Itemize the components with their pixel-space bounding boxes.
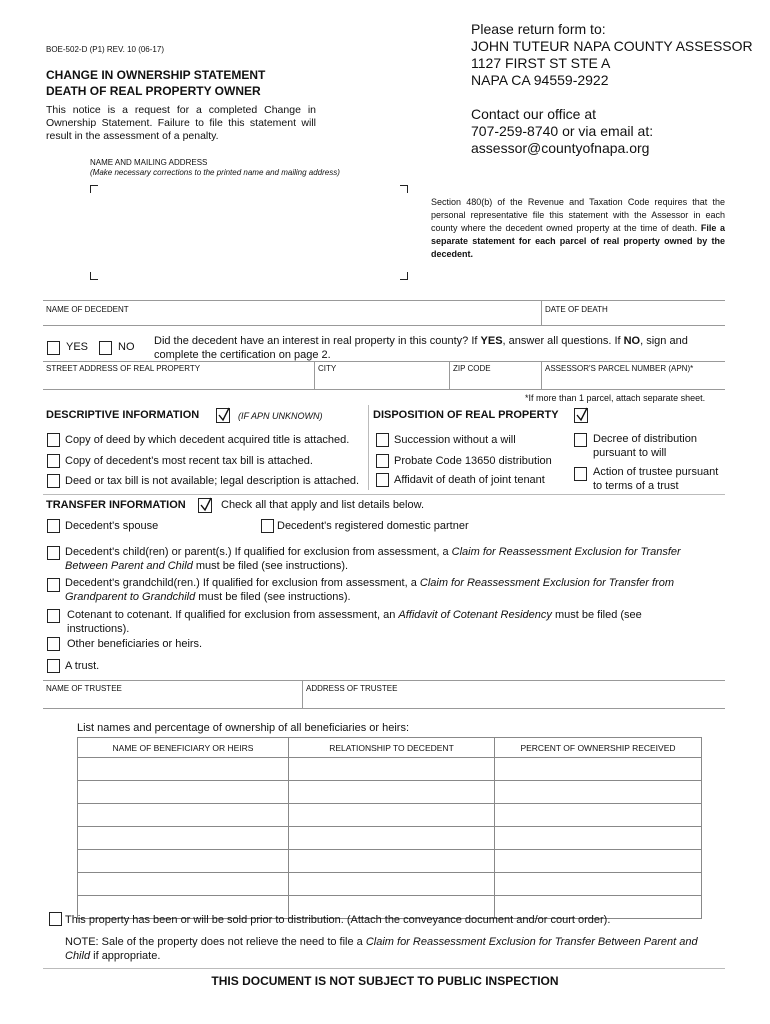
address-of-trustee-label: ADDRESS OF TRUSTEE <box>306 684 398 693</box>
section-480-bold: File a separate statement for each parcel of real property owned by the decedent. <box>431 223 725 259</box>
deed-copy-label: Copy of deed by which decedent acquired title is attached. <box>65 434 350 446</box>
table-header-row <box>78 738 702 758</box>
yes-checkbox[interactable] <box>47 341 60 355</box>
relationship-cell[interactable] <box>289 850 495 873</box>
yes-label: YES <box>66 341 89 353</box>
property-sold-checkbox[interactable] <box>49 912 62 926</box>
note-claim-form: Claim for Reassessment Exclusion for Transfer Between Parent and Child <box>65 936 698 962</box>
zip-code-label: ZIP CODE <box>453 364 491 373</box>
section-480-text: Section 480(b) of the Revenue and Taxation Code requires that the personal representative file this statement with the Assessor in each county where the decedent owned property at the time of death. <box>431 197 725 233</box>
decree-checkbox[interactable] <box>574 433 587 447</box>
interest-question <box>154 334 714 362</box>
street-address-label: STREET ADDRESS OF REAL PROPERTY <box>46 364 201 373</box>
column-header-percent: PERCENT OF OWNERSHIP RECEIVED <box>495 738 702 758</box>
trust-checkbox[interactable] <box>47 659 60 673</box>
trustee-name-input[interactable] <box>46 694 298 706</box>
grand-text-b: must be filed (see instructions). <box>195 591 351 603</box>
corner-mark-tl <box>90 185 98 193</box>
other-beneficiaries-checkbox[interactable] <box>47 637 60 651</box>
percent-cell[interactable] <box>495 758 702 781</box>
return-line3: 1127 FIRST ST STE A <box>471 55 611 71</box>
spouse-label: Decedent's spouse <box>65 520 159 532</box>
relationship-cell[interactable] <box>289 873 495 896</box>
name-of-trustee-label: NAME OF TRUSTEE <box>46 684 122 693</box>
decree-label: Decree of distribution pursuant to will <box>593 433 697 459</box>
beneficiaries-table <box>77 737 702 919</box>
divider <box>302 680 303 708</box>
divider <box>43 325 725 326</box>
city-input[interactable] <box>318 374 446 387</box>
tax-bill-label: Copy of decedent's most recent tax bill is attached. <box>65 455 313 467</box>
child-claim-form: Claim for Reassessment Exclusion for Transfer Between Parent and Child <box>65 546 681 572</box>
form-title-line1: CHANGE IN OWNERSHIP STATEMENT <box>46 68 266 82</box>
apn-input[interactable] <box>545 374 723 387</box>
beneficiary-name-cell[interactable] <box>78 873 289 896</box>
legal-description-label: Deed or tax bill is not available; legal description is attached. <box>65 475 360 487</box>
trustee-action-checkbox[interactable] <box>574 467 587 481</box>
descriptive-info-heading: DESCRIPTIVE INFORMATION <box>46 409 200 421</box>
property-sold-label: This property has been or will be sold prior to distribution. (Attach the conveyance document and/or court order). <box>65 914 611 926</box>
child-text-b: must be filed (see instructions). <box>192 560 349 572</box>
note-text-b: if appropriate. <box>90 950 161 962</box>
form-id: BOE-502-D (P1) REV. 10 (06-17) <box>46 45 164 54</box>
note-text-a: NOTE: Sale of the property does not relieve the need to file a <box>65 936 366 948</box>
no-label: NO <box>118 341 135 353</box>
divider <box>43 968 725 969</box>
column-header-relationship: RELATIONSHIP TO DECEDENT <box>289 738 495 758</box>
relationship-cell[interactable] <box>289 804 495 827</box>
child-parent-checkbox[interactable] <box>47 546 60 560</box>
cotenant-checkbox[interactable] <box>47 609 60 623</box>
city-label: CITY <box>318 364 337 373</box>
divider <box>43 361 725 362</box>
trustee-address-input[interactable] <box>306 694 722 706</box>
divider <box>449 361 450 389</box>
cot-text-a: Cotenant to cotenant. If qualified for exclusion from assessment, an <box>67 609 399 621</box>
relationship-cell[interactable] <box>289 827 495 850</box>
section-480-notice <box>431 196 725 261</box>
transfer-heading-checkbox-icon <box>198 498 212 513</box>
question-yes: YES <box>480 335 503 347</box>
sale-note <box>65 935 715 963</box>
column-header-name: NAME OF BENEFICIARY OR HEIRS <box>78 738 289 758</box>
corner-mark-tr <box>400 185 408 193</box>
form-title-line2: DEATH OF REAL PROPERTY OWNER <box>46 84 261 98</box>
divider <box>314 361 315 389</box>
divider <box>541 361 542 389</box>
divider <box>43 300 725 301</box>
cot-affidavit: Affidavit of Cotenant Residency <box>398 609 552 621</box>
corner-mark-bl <box>90 272 98 280</box>
contact-info <box>471 106 653 157</box>
trust-label: A trust. <box>65 660 100 672</box>
domestic-partner-checkbox[interactable] <box>261 519 274 533</box>
grandchild-checkbox[interactable] <box>47 578 60 592</box>
domestic-partner-label: Decedent's registered domestic partner <box>277 520 469 532</box>
apn-label: ASSESSOR'S PARCEL NUMBER (APN)* <box>545 364 694 373</box>
return-line2: JOHN TUTEUR NAPA COUNTY ASSESSOR <box>471 38 753 54</box>
question-no: NO <box>623 335 641 347</box>
deed-copy-checkbox[interactable] <box>47 433 60 447</box>
disposition-heading-checkbox-icon <box>574 408 588 423</box>
probate-label: Probate Code 13650 distribution <box>394 455 552 467</box>
date-of-death-label: DATE OF DEATH <box>545 305 608 314</box>
trustee-action-label: Action of trustee pursuant to terms of a trust <box>593 466 719 492</box>
joint-tenant-label: Affidavit of death of joint tenant <box>394 474 545 486</box>
address-label: NAME AND MAILING ADDRESS <box>90 158 208 167</box>
percent-cell[interactable] <box>495 804 702 827</box>
grand-claim-form: Claim for Reassessment Exclusion for Transfer from Grandparent to Grandchild <box>65 577 674 603</box>
grand-text-a: Decedent's grandchild(ren.) If qualified for exclusion from assessment, a <box>65 577 420 589</box>
percent-cell[interactable] <box>495 850 702 873</box>
public-inspection-footer: THIS DOCUMENT IS NOT SUBJECT TO PUBLIC INSPECTION <box>211 974 559 988</box>
question-part-b: , answer all questions. If <box>502 335 624 347</box>
contact-line1: Contact our office at <box>471 106 597 122</box>
return-line4: NAPA CA 94559-2922 <box>471 72 609 88</box>
question-part-a: Did the decedent have an interest in real property in this county? If <box>154 335 481 347</box>
beneficiaries-intro: List names and percentage of ownership of all beneficiaries or heirs: <box>77 722 410 734</box>
table-row <box>78 758 702 781</box>
beneficiary-name-cell[interactable] <box>78 781 289 804</box>
beneficiary-name-cell[interactable] <box>78 758 289 781</box>
child-text-a: Decedent's child(ren) or parent(s.) If qualified for exclusion from assessment, a <box>65 546 452 558</box>
corner-mark-br <box>400 272 408 280</box>
divider <box>43 494 725 495</box>
grandchild-label <box>65 576 715 604</box>
parcel-note: *If more than 1 parcel, attach separate sheet. <box>525 393 706 403</box>
mailing-address-field[interactable] <box>98 190 398 270</box>
percent-cell[interactable] <box>495 827 702 850</box>
no-checkbox[interactable] <box>99 341 112 355</box>
cot-text-b: must be filed (see instructions). <box>67 609 642 635</box>
child-parent-label <box>65 545 715 573</box>
contact-email[interactable]: assessor@countyofnapa.org <box>471 140 650 156</box>
joint-tenant-checkbox[interactable] <box>376 473 389 487</box>
beneficiary-name-cell[interactable] <box>78 850 289 873</box>
cotenant-label <box>67 608 707 636</box>
apn-unknown-note: (IF APN UNKNOWN) <box>238 411 323 421</box>
probate-checkbox[interactable] <box>376 454 389 468</box>
question-part-c: , sign and complete the certification on page 2. <box>154 335 688 361</box>
contact-line2: 707-259-8740 or via email at: <box>471 123 654 139</box>
divider <box>541 300 542 325</box>
descriptive-heading-checkbox-icon <box>216 408 230 423</box>
zip-code-input[interactable] <box>453 374 539 387</box>
succession-checkbox[interactable] <box>376 433 389 447</box>
check-icon <box>218 407 230 422</box>
return-line1: Please return form to: <box>471 21 606 37</box>
spouse-checkbox[interactable] <box>47 519 60 533</box>
return-address <box>471 21 753 89</box>
street-address-input[interactable] <box>46 374 310 387</box>
table-row <box>78 850 702 873</box>
table-row <box>78 804 702 827</box>
tax-bill-checkbox[interactable] <box>47 454 60 468</box>
name-of-decedent-label: NAME OF DECEDENT <box>46 305 129 314</box>
table-row <box>78 873 702 896</box>
notice-text: This notice is a request for a completed Change in Ownership Statement. Failure to file this statement will result in the assessment of a penalty. <box>46 104 316 142</box>
disposition-heading: DISPOSITION OF REAL PROPERTY <box>373 409 559 421</box>
relationship-cell[interactable] <box>289 781 495 804</box>
divider <box>368 405 369 490</box>
check-icon <box>576 407 588 422</box>
percent-cell[interactable] <box>495 873 702 896</box>
table-row <box>78 781 702 804</box>
percent-cell[interactable] <box>495 781 702 804</box>
transfer-info-heading: TRANSFER INFORMATION <box>46 499 186 511</box>
beneficiary-name-cell[interactable] <box>78 827 289 850</box>
table-row <box>78 827 702 850</box>
address-hint: (Make necessary corrections to the printed name and mailing address) <box>90 168 340 177</box>
divider <box>43 708 725 709</box>
divider <box>43 680 725 681</box>
divider <box>43 389 725 390</box>
succession-label: Succession without a will <box>394 434 516 446</box>
check-icon <box>200 497 212 512</box>
relationship-cell[interactable] <box>289 758 495 781</box>
beneficiary-name-cell[interactable] <box>78 804 289 827</box>
transfer-instruction: Check all that apply and list details below. <box>221 499 425 511</box>
other-beneficiaries-label: Other beneficiaries or heirs. <box>67 638 203 650</box>
legal-description-checkbox[interactable] <box>47 474 60 488</box>
